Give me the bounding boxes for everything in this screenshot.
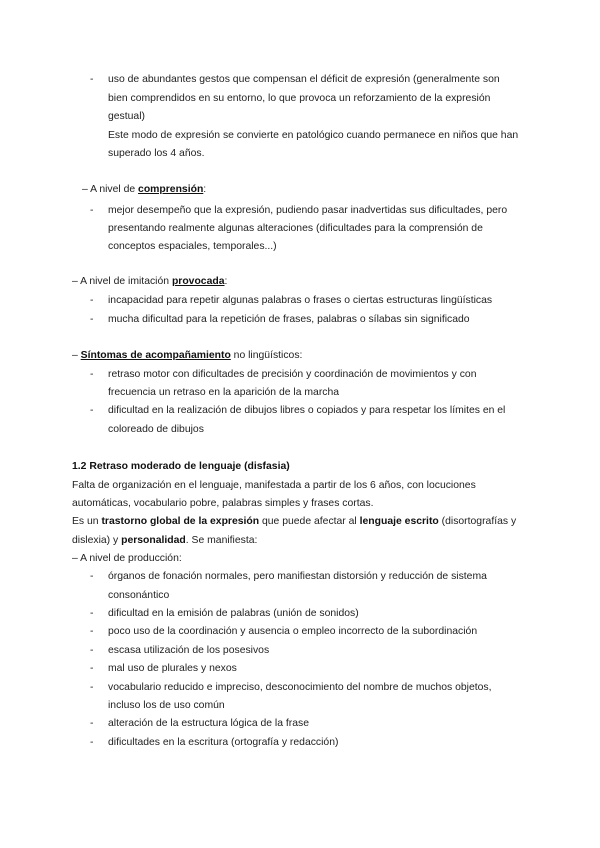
- bullet-marker: -: [90, 314, 94, 325]
- text: (disortografías y: [438, 516, 517, 527]
- bullet-marker: -: [90, 205, 94, 216]
- text: –: [72, 350, 81, 361]
- text: que puede afectar al: [259, 516, 360, 527]
- subheading-sintomas: [72, 347, 302, 365]
- text-line: uso de abundantes gestos que compensan el déficit de expresión (generalmente son: [108, 74, 500, 85]
- text-line: órganos de fonación normales, pero manifiestan distorsión y reducción de sistema: [108, 571, 487, 582]
- text-line: Este modo de expresión se convierte en patológico cuando permanece en niños que han: [108, 130, 519, 141]
- text: . Se manifiesta:: [185, 535, 258, 546]
- bullet-marker: -: [90, 682, 94, 693]
- text-line: vocabulario reducido e impreciso, desconocimiento del nombre de muchos objetos,: [108, 682, 492, 693]
- bullet-marker: -: [90, 571, 94, 582]
- text-line: superado los 4 años.: [108, 148, 205, 159]
- text-line: dificultad en la emisión de palabras (unión de sonidos): [108, 608, 359, 619]
- bullet-marker: -: [90, 74, 94, 85]
- text-line: mejor desempeño que la expresión, pudiendo pasar inadvertidas sus dificultades, pero: [108, 205, 508, 216]
- text-line: consonántico: [108, 590, 170, 601]
- section-heading: 1.2 Retraso moderado de lenguaje (disfasia): [72, 461, 290, 472]
- text: Es un: [72, 516, 102, 527]
- text-line: presentando realmente algunas alteraciones (dificultades para la comprensión de: [108, 223, 483, 234]
- bullet-marker: -: [90, 718, 94, 729]
- bullet-marker: -: [90, 737, 94, 748]
- emphasis: Síntomas de acompañamiento: [80, 350, 231, 361]
- subheading-produccion: – A nivel de producción:: [72, 553, 182, 564]
- text-line: gestual): [108, 111, 145, 122]
- bullet-marker: -: [90, 663, 94, 674]
- emphasis: lenguaje escrito: [359, 516, 439, 527]
- paragraph-line: [72, 532, 257, 550]
- bullet-marker: -: [90, 405, 94, 416]
- text-line: escasa utilización de los posesivos: [108, 645, 270, 656]
- text-line: mucha dificultad para la repetición de frases, palabras o sílabas sin significado: [108, 314, 470, 325]
- text-line: bien comprendidos en su entorno, lo que provoca un reforzamiento de la expresión: [108, 93, 491, 104]
- text-line: frecuencia un retraso en la aparición de la marcha: [108, 387, 340, 398]
- text-line: Falta de organización en el lenguaje, manifestada a partir de los 6 años, con locuciones: [72, 480, 476, 491]
- paragraph-line: [72, 513, 516, 531]
- text-line: automáticas, vocabulario pobre, palabras simples y frases cortas.: [72, 498, 374, 509]
- text-line: dificultad en la realización de dibujos libres o copiados y para respetar los límites en el: [108, 405, 506, 416]
- bullet-marker: -: [90, 369, 94, 380]
- bullet-marker: -: [90, 295, 94, 306]
- text-line: incapacidad para repetir algunas palabras o frases o ciertas estructuras lingüísticas: [108, 295, 493, 306]
- text: – A nivel de imitación: [72, 276, 172, 287]
- text-line: conceptos espaciales, temporales...): [108, 241, 277, 252]
- text: :: [203, 184, 207, 195]
- text: – A nivel de: [82, 184, 139, 195]
- bullet-marker: -: [90, 608, 94, 619]
- text: :: [224, 276, 228, 287]
- subheading-comprension: [82, 181, 206, 199]
- text-line: mal uso de plurales y nexos: [108, 663, 237, 674]
- text: no lingüísticos:: [230, 350, 303, 361]
- bullet-marker: -: [90, 626, 94, 637]
- text-line: alteración de la estructura lógica de la frase: [108, 718, 309, 729]
- text-line: poco uso de la coordinación y ausencia o empleo incorrecto de la subordinación: [108, 626, 478, 637]
- text: dislexia) y: [72, 535, 122, 546]
- emphasis: trastorno global de la expresión: [101, 516, 260, 527]
- text-line: coloreado de dibujos: [108, 424, 204, 435]
- emphasis: comprensión: [138, 184, 204, 195]
- text-line: incluso los de uso común: [108, 700, 225, 711]
- emphasis: personalidad: [121, 535, 186, 546]
- bullet-marker: -: [90, 645, 94, 656]
- emphasis: provocada: [171, 276, 225, 287]
- subheading-imitacion: [72, 273, 227, 291]
- text-line: dificultades en la escritura (ortografía y redacción): [108, 737, 339, 748]
- text-line: retraso motor con dificultades de precisión y coordinación de movimientos y con: [108, 369, 477, 380]
